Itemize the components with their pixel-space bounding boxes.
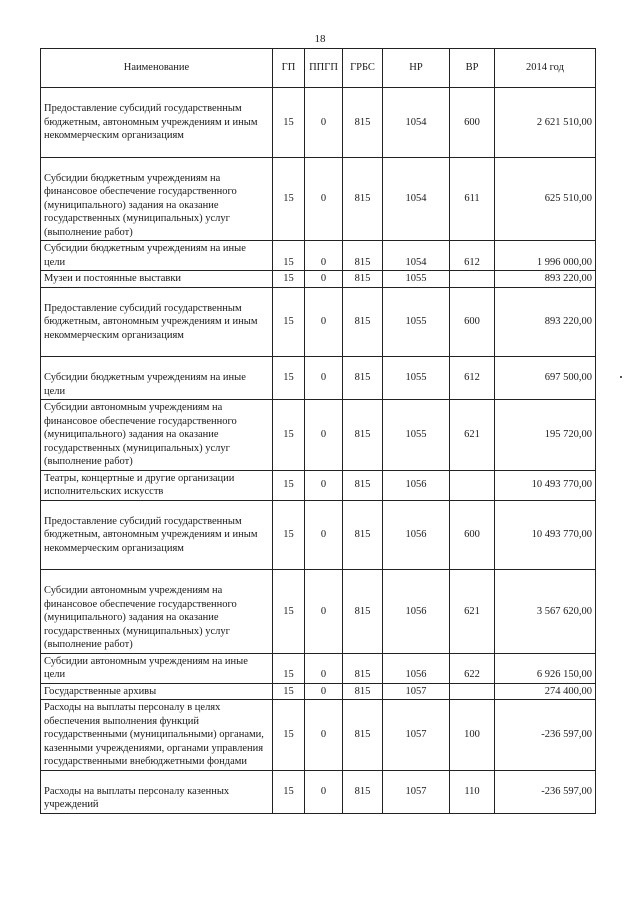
row-gp: 15 — [273, 770, 305, 813]
row-amount: 893 220,00 — [495, 287, 596, 357]
row-gp: 15 — [273, 271, 305, 288]
row-vr: 100 — [450, 700, 495, 771]
row-ppgp: 0 — [305, 88, 343, 158]
row-amount: 893 220,00 — [495, 271, 596, 288]
header-name: Наименование — [41, 49, 273, 88]
row-ppgp: 0 — [305, 287, 343, 357]
table-row — [41, 770, 596, 813]
row-ppgp: 0 — [305, 271, 343, 288]
header-grbs: ГРБС — [343, 49, 383, 88]
row-amount: 2 621 510,00 — [495, 88, 596, 158]
row-vr: 612 — [450, 241, 495, 271]
table-header-row — [41, 49, 596, 88]
row-gp: 15 — [273, 500, 305, 570]
row-amount: 3 567 620,00 — [495, 570, 596, 654]
row-vr — [450, 683, 495, 700]
row-amount: 10 493 770,00 — [495, 500, 596, 570]
row-name: Предоставление субсидий государственным бюджетным, автономным учреждениям и иным некоммерческим организациям — [41, 287, 273, 357]
row-np: 1055 — [383, 271, 450, 288]
page-number: 18 — [314, 33, 326, 45]
table-row — [41, 157, 596, 241]
table-row — [41, 271, 596, 288]
table-row — [41, 653, 596, 683]
row-gp: 15 — [273, 241, 305, 271]
row-np: 1056 — [383, 653, 450, 683]
row-np: 1057 — [383, 700, 450, 771]
row-np: 1054 — [383, 88, 450, 158]
row-name: Субсидии бюджетным учреждениям на финансовое обеспечение государственного (муниципального) задания на оказание государственных (муниципальных) услуг (выполнение работ) — [41, 157, 273, 241]
row-vr — [450, 470, 495, 500]
row-grbs: 815 — [343, 287, 383, 357]
header-ppgp: ППГП — [305, 49, 343, 88]
row-np: 1056 — [383, 500, 450, 570]
row-name: Субсидии бюджетным учреждениям на иные цели — [41, 241, 273, 271]
row-amount: -236 597,00 — [495, 770, 596, 813]
row-amount: 195 720,00 — [495, 400, 596, 471]
row-name: Государственные архивы — [41, 683, 273, 700]
table-row — [41, 88, 596, 158]
row-gp: 15 — [273, 287, 305, 357]
table-row — [41, 700, 596, 771]
row-amount: 274 400,00 — [495, 683, 596, 700]
row-grbs: 815 — [343, 271, 383, 288]
row-grbs: 815 — [343, 570, 383, 654]
row-ppgp: 0 — [305, 157, 343, 241]
row-gp: 15 — [273, 400, 305, 471]
row-name: Субсидии бюджетным учреждениям на иные цели — [41, 357, 273, 400]
table-row — [41, 357, 596, 400]
row-vr: 110 — [450, 770, 495, 813]
row-grbs: 815 — [343, 241, 383, 271]
row-name: Расходы на выплаты персоналу в целях обеспечения выполнения функций государственными (муниципальными) органами, казенными учреждениями, органами управления государственными внебюджетными фондами — [41, 700, 273, 771]
row-ppgp: 0 — [305, 683, 343, 700]
row-grbs: 815 — [343, 770, 383, 813]
row-grbs: 815 — [343, 157, 383, 241]
row-vr: 622 — [450, 653, 495, 683]
row-np: 1056 — [383, 470, 450, 500]
row-name: Музеи и постоянные выставки — [41, 271, 273, 288]
budget-table — [40, 48, 596, 814]
row-ppgp: 0 — [305, 653, 343, 683]
row-grbs: 815 — [343, 400, 383, 471]
row-vr — [450, 271, 495, 288]
row-vr: 621 — [450, 400, 495, 471]
table-row — [41, 241, 596, 271]
row-gp: 15 — [273, 357, 305, 400]
row-gp: 15 — [273, 653, 305, 683]
row-gp: 15 — [273, 157, 305, 241]
row-grbs: 815 — [343, 470, 383, 500]
row-ppgp: 0 — [305, 700, 343, 771]
table-row — [41, 683, 596, 700]
table-row — [41, 500, 596, 570]
row-grbs: 815 — [343, 357, 383, 400]
table-row — [41, 287, 596, 357]
row-name: Предоставление субсидий государственным бюджетным, автономным учреждениям и иным некоммерческим организациям — [41, 88, 273, 158]
row-amount: 697 500,00 — [495, 357, 596, 400]
row-grbs: 815 — [343, 653, 383, 683]
row-gp: 15 — [273, 88, 305, 158]
row-gp: 15 — [273, 570, 305, 654]
row-ppgp: 0 — [305, 770, 343, 813]
row-amount: 1 996 000,00 — [495, 241, 596, 271]
row-ppgp: 0 — [305, 570, 343, 654]
row-ppgp: 0 — [305, 470, 343, 500]
row-vr: 612 — [450, 357, 495, 400]
header-vr: ВР — [450, 49, 495, 88]
row-np: 1055 — [383, 357, 450, 400]
row-vr: 600 — [450, 88, 495, 158]
row-gp: 15 — [273, 470, 305, 500]
row-vr: 611 — [450, 157, 495, 241]
row-amount: 625 510,00 — [495, 157, 596, 241]
row-name: Театры, концертные и другие организации исполнительских искусств — [41, 470, 273, 500]
row-name: Субсидии автономным учреждениям на финансовое обеспечение государственного (муниципального) задания на оказание государственных (муниципальных) услуг (выполнение работ) — [41, 400, 273, 471]
row-ppgp: 0 — [305, 400, 343, 471]
header-np: НР — [383, 49, 450, 88]
table-row — [41, 400, 596, 471]
row-ppgp: 0 — [305, 500, 343, 570]
row-ppgp: 0 — [305, 241, 343, 271]
row-vr: 600 — [450, 287, 495, 357]
header-year: 2014 год — [495, 49, 596, 88]
row-grbs: 815 — [343, 700, 383, 771]
row-gp: 15 — [273, 683, 305, 700]
row-np: 1056 — [383, 570, 450, 654]
row-vr: 621 — [450, 570, 495, 654]
scan-speck — [620, 376, 622, 378]
row-np: 1057 — [383, 770, 450, 813]
row-name: Субсидии автономным учреждениям на финансовое обеспечение государственного (муниципального) задания на оказание государственных (муниципальных) услуг (выполнение работ) — [41, 570, 273, 654]
row-amount: 6 926 150,00 — [495, 653, 596, 683]
header-gp: ГП — [273, 49, 305, 88]
row-np: 1055 — [383, 287, 450, 357]
row-amount: 10 493 770,00 — [495, 470, 596, 500]
row-name: Субсидии автономным учреждениям на иные цели — [41, 653, 273, 683]
row-name: Расходы на выплаты персоналу казенных учреждений — [41, 770, 273, 813]
table-row — [41, 470, 596, 500]
row-np: 1054 — [383, 157, 450, 241]
row-np: 1054 — [383, 241, 450, 271]
row-ppgp: 0 — [305, 357, 343, 400]
table-row — [41, 570, 596, 654]
row-grbs: 815 — [343, 88, 383, 158]
row-amount: -236 597,00 — [495, 700, 596, 771]
row-np: 1057 — [383, 683, 450, 700]
row-grbs: 815 — [343, 500, 383, 570]
row-name: Предоставление субсидий государственным бюджетным, автономным учреждениям и иным некоммерческим организациям — [41, 500, 273, 570]
row-grbs: 815 — [343, 683, 383, 700]
row-vr: 600 — [450, 500, 495, 570]
row-gp: 15 — [273, 700, 305, 771]
row-np: 1055 — [383, 400, 450, 471]
